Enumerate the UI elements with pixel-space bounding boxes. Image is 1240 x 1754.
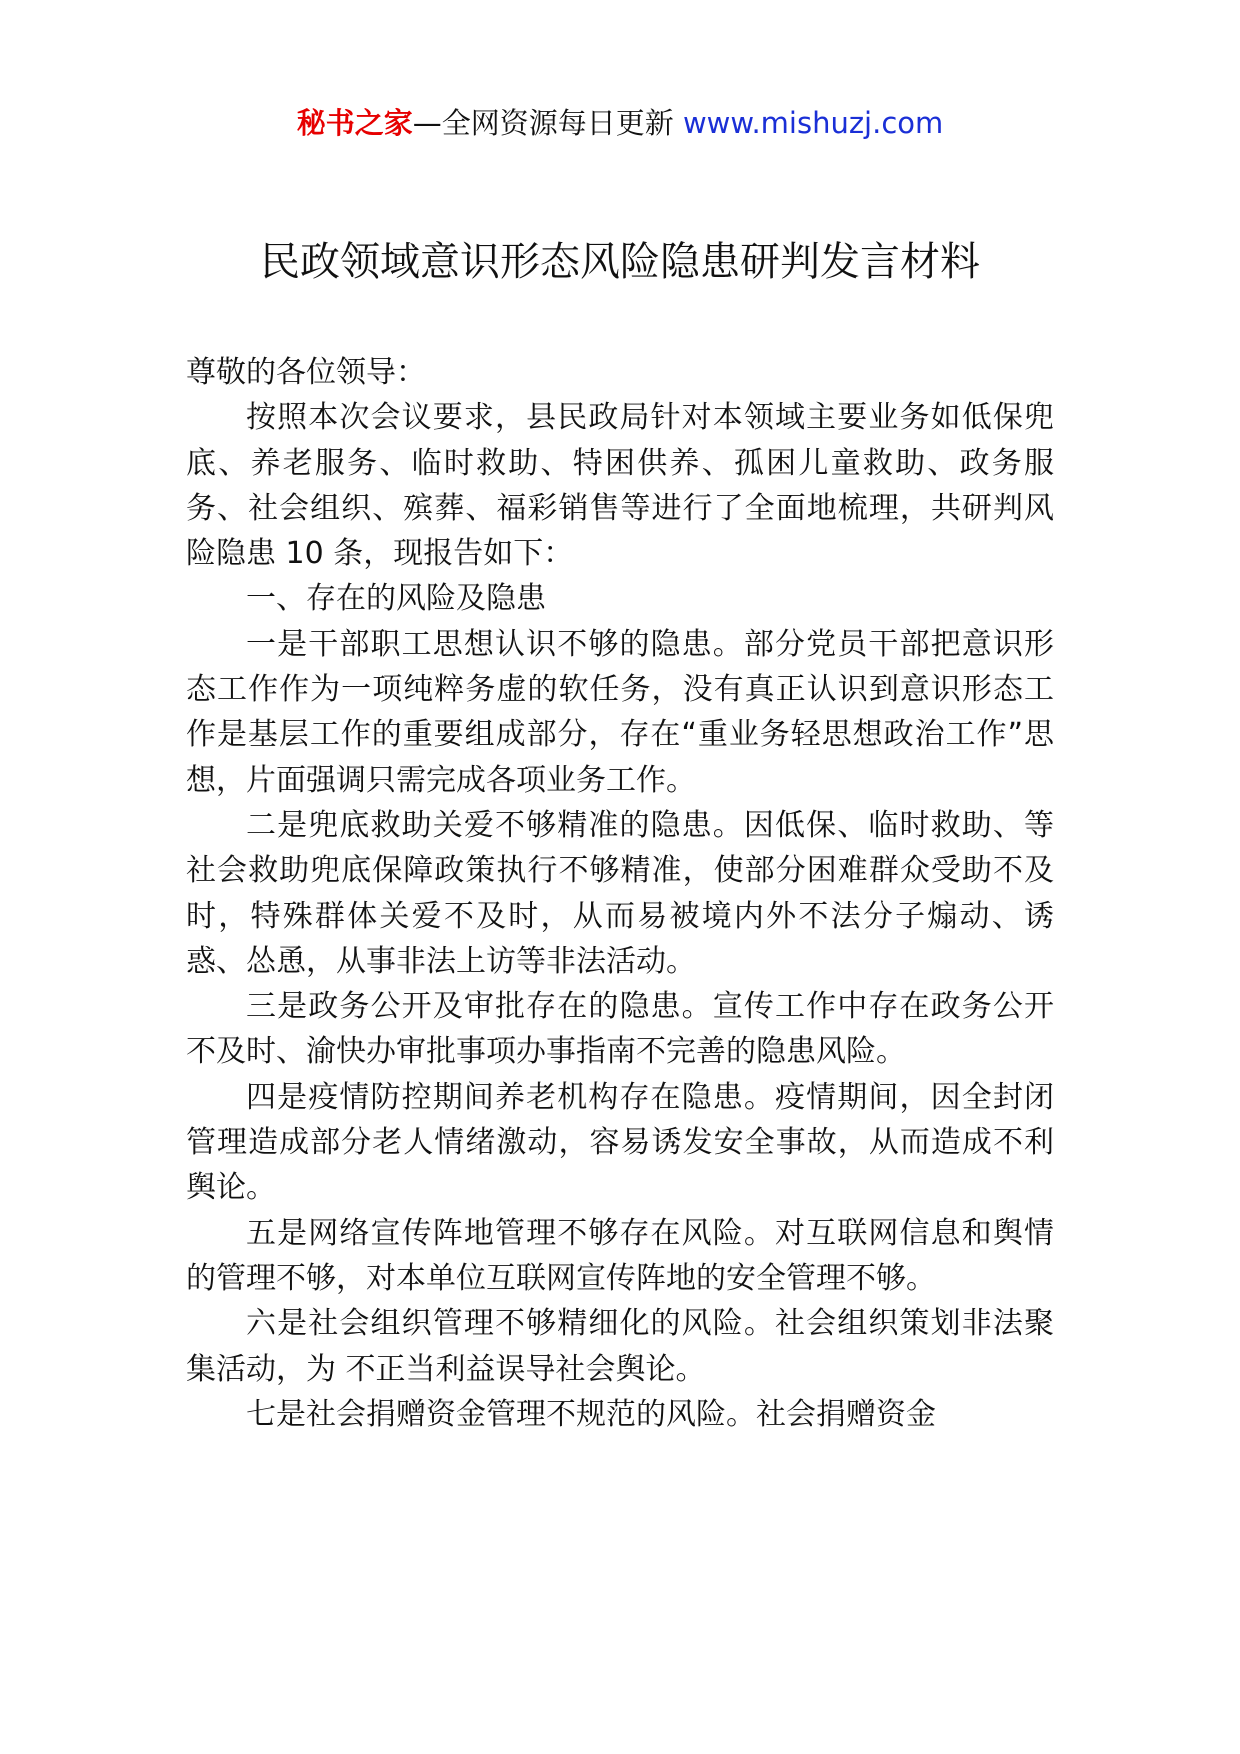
site-header xyxy=(0,100,1240,146)
paragraph-risk-7: 七是社会捐赠资金管理不规范的风险。社会捐赠资金 xyxy=(246,1396,936,1432)
paragraph-risk-1: 一是干部职工思想认识不够的隐患。部分党员干部把意识形态工作作为一项纯粹务虚的软任务，没有真正认识到意识形态工作是基层工作的重要组成部分，存在“重业务轻思想政治工作”思想，片面强调只需完成各项业务工作。 xyxy=(186,626,1054,798)
paragraph-risk-2: 二是兜底救助关爱不够精准的隐患。因低保、临时救助、等社会救助兜底保障政策执行不够精准，使部分困难群众受助不及时，特殊群体关爱不及时，从而易被境内外不法分子煽动、诱惑、怂恿，从事非法上访等非法活动。 xyxy=(186,807,1054,979)
header-slogan: —全网资源每日更新 xyxy=(412,106,683,140)
document-title: 民政领域意识形态风险隐患研判发言材料 xyxy=(260,239,980,285)
document-body xyxy=(186,350,1054,1437)
paragraph-risk-4: 四是疫情防控期间养老机构存在隐患。疫情期间，因全封闭管理造成部分老人情绪激动，容易诱发安全事故，从而造成不利舆论。 xyxy=(186,1079,1054,1206)
paragraph-risk-5: 五是网络宣传阵地管理不够存在风险。对互联网信息和舆情的管理不够，对本单位互联网宣传阵地的安全管理不够。 xyxy=(186,1215,1054,1296)
salutation: 尊敬的各位领导： xyxy=(186,355,426,390)
section-heading: 一、存在的风险及隐患 xyxy=(246,581,546,617)
paragraph-risk-6: 六是社会组织管理不够精细化的风险。社会组织策划非法聚集活动，为 不正当利益误导社会舆论。 xyxy=(186,1306,1054,1387)
paragraph-risk-3: 三是政务公开及审批存在的隐患。宣传工作中存在政务公开不及时、渝快办审批事项办事指南不完善的隐患风险。 xyxy=(186,989,1054,1070)
brand-name: 秘书之家 xyxy=(296,106,413,140)
website-link[interactable]: www.mishuzj.com xyxy=(682,106,944,140)
paragraph-intro: 按照本次会议要求，县民政局针对本领域主要业务如低保兜底、养老服务、临时救助、特困供养、孤困儿童救助、政务服务、社会组织、殡葬、福彩销售等进行了全面地梳理，共研判风险隐患 10 条，现报告如下： xyxy=(186,400,1054,572)
